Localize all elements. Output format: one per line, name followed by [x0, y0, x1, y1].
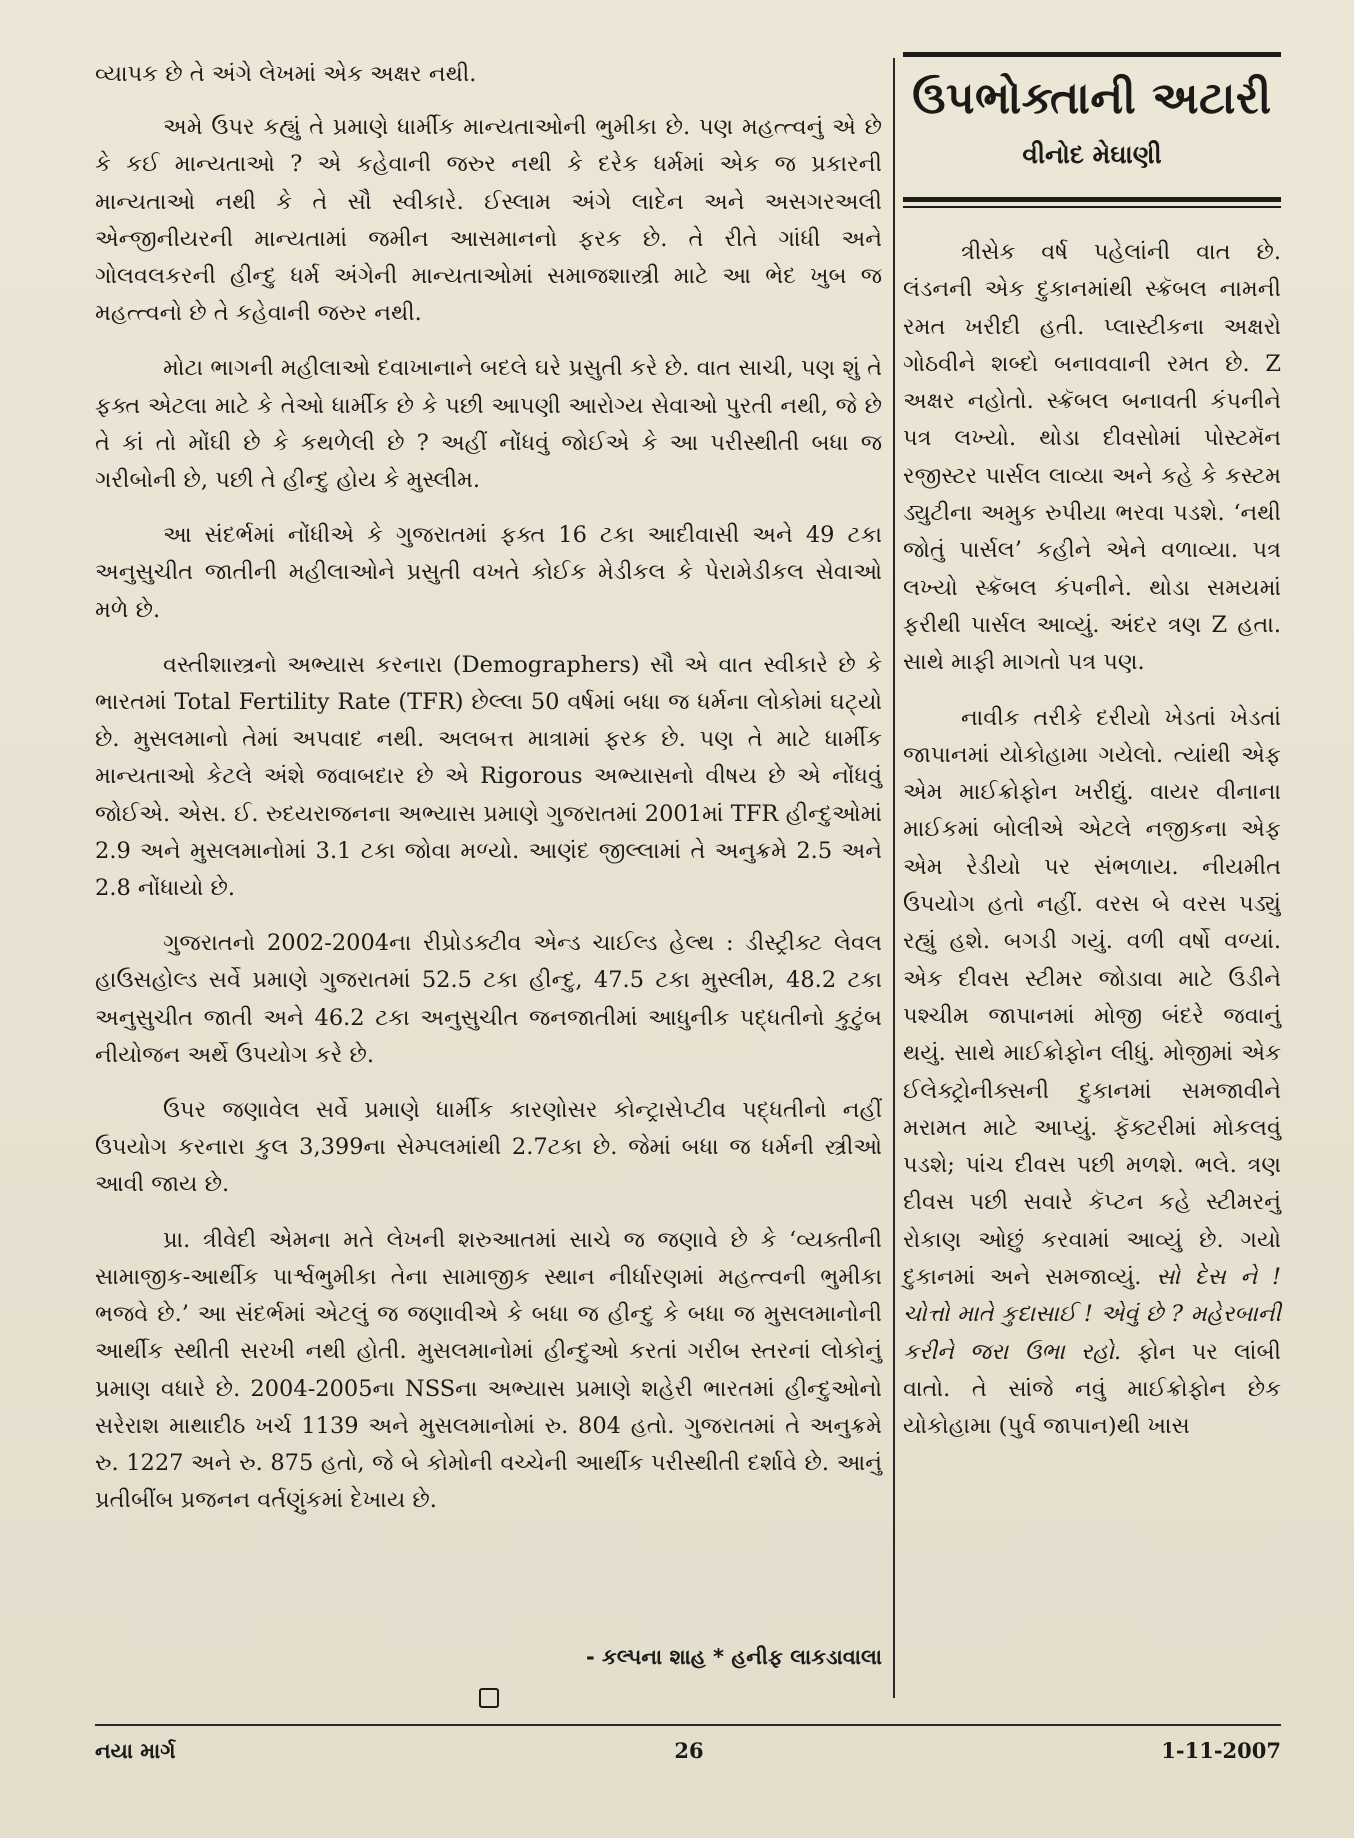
paragraph-text: ફોન પર લાંબી વાતો. તે સાંજે નવું માઈક્રોફોન છેક યોકોહામા (પુર્વ જાપાન)થી ખાસ	[903, 1338, 1281, 1440]
paragraph: વસ્તીશાસ્ત્રનો અભ્યાસ કરનારા (Demographers) સૌ એ વાત સ્વીકારે છે કે ભારતમાં Total Fertility Rate (TFR) છેલ્લા 50 વર્ષમાં બધા જ ધર્મના લોકોમાં ઘટ્યો છે. મુસલમાનો તેમાં અપવાદ નથી. અલબત્ત માત્રામાં ફરક છે. પણ તે માટે ધાર્મીક માન્યતાઓ કેટલે અંશે જવાબદાર છે એ Rigorous અભ્યાસનો વીષય છે એ નોંધવું જોઈએ. એસ. ઈ. રુદયરાજનના અભ્યાસ પ્રમાણે ગુજરાતમાં 2001માં TFR હીન્દુઓમાં 2.9 અને મુસલમાનોમાં 3.1 ટકા જોવા મળ્યો. આણંદ જીલ્લામાં તે અનુક્રમે 2.5 અને 2.8 નોંધાયો છે.	[95, 651, 882, 902]
end-of-article-icon	[479, 1688, 499, 1708]
column-title: ઉપભોક્તાની અટારી	[912, 73, 1272, 124]
title-bottom-rule	[903, 197, 1281, 202]
paragraph: અમે ઉપર કહ્યું તે પ્રમાણે ધાર્મીક માન્યતાઓની ભુમીકા છે. પણ મહત્ત્વનું એ છે કે કઈ માન્યતાઓ ? એ કહેવાની જરુર નથી કે દરેક ધર્મમાં એક જ પ્રકારની માન્યતાઓ નથી કે તે સૌ સ્વીકારે. ઈસ્લામ અંગે લાદેન અને અસગરઅલી એન્જીનીયરની માન્યતામાં જમીન આસમાનનો ફરક છે. તે રીતે ગાંધી અને ગોલવલકરની હીન્દુ ધર્મ અંગેની માન્યતાઓમાં સમાજશાસ્ત્રી માટે આ ભેદ ખુબ જ મહત્ત્વનો છે તે કહેવાની જરુર નથી.	[95, 114, 882, 327]
paragraph: ઉપર જણાવેલ સર્વે પ્રમાણે ધાર્મીક કારણોસર કોન્ટ્રાસેપ્ટીવ પદ્ધતીનો નહીં ઉપયોગ કરનારા કુલ 3,399ના સેમ્પલમાંથી 2.7ટકા છે. જેમાં બધા જ ધર્મની સ્ત્રીઓ આવી જાય છે.	[95, 1097, 882, 1198]
column-divider	[893, 58, 895, 1698]
issue-date: 1-11-2007	[1161, 1738, 1281, 1763]
paragraph: મોટા ભાગની મહીલાઓ દવાખાનાને બદલે ઘરે પ્રસુતી કરે છે. વાત સાચી, પણ શું તે ફક્ત એટલા માટે કે તેઓ ધાર્મીક છે કે પછી આપણી આરોગ્ય સેવાઓ પુરતી નથી, જે છે તે કાં તો મોંઘી છે કે કથળેલી છે ? અહીં નોંધવું જોઈએ કે આ પરીસ્થીતી બધા જ ગરીબોની છે, પછી તે હીન્દુ હોય કે મુસ્લીમ.	[95, 355, 882, 494]
paragraph-text: નાવીક તરીકે દરીયો ખેડતાં ખેડતાં જાપાનમાં યોકોહામા ગયેલો. ત્યાંથી એફ એમ માઈક્રોફોન ખરીદ્યું. વાયર વીનાના માઈકમાં બોલીએ એટલે નજીકના એફ એમ રેડીયો પર સંભળાય. નીયમીત ઉપયોગ હતો નહીં. વરસ બે વરસ પડ્યું રહ્યું હશે. બગડી ગયું. વળી વર્ષો વળ્યાં. એક દીવસ સ્ટીમર જોડાવા માટે ઉડીને પશ્ચીમ જાપાનમાં મોજી બંદરે જવાનું થયું. સાથે માઈક્રોફોન લીધું. મોજીમાં એક ઈલેક્ટ્રોનીક્સની દુકાનમાં સમજાવીને મરામત માટે આપ્યું. ફૅક્ટરીમાં મોકલવું પડશે; પાંચ દીવસ પછી મળશે. ભલે. ત્રણ દીવસ પછી સવારે કૅપ્ટન કહે સ્ટીમરનું રોકાણ ઓછું કરવામાં આવ્યું છે. ગયો દુકાનમાં અને સમજાવ્યું.	[903, 704, 1282, 1291]
title-bottom-thin-rule	[903, 206, 1281, 208]
paragraph: વ્યાપક છે તે અંગે લેખમાં એક અક્ષર નથી.	[95, 61, 477, 87]
article-signature: - કલ્પના શાહ * હનીફ લાકડાવાલા	[585, 1645, 882, 1669]
left-article-column	[95, 56, 882, 1686]
magazine-name: નયા માર્ગ	[95, 1738, 176, 1763]
paragraph: આ સંદર્ભમાં નોંધીએ કે ગુજરાતમાં ફક્ત 16 ટકા આદીવાસી અને 49 ટકા અનુસુચીત જાતીની મહીલાઓને પ્રસુતી વખતે કોઈક મેડીકલ કે પેરામેડીકલ સેવાઓ મળે છે.	[95, 522, 882, 623]
paragraph	[903, 700, 1281, 1446]
footer-rule	[95, 1724, 1281, 1726]
japanese-quote: સો દેસ ને ! ચોત્તો માતે કુદાસાઈ ! એવું છે ? મહેરબાની કરીને જરા ઉભા રહો.	[903, 1264, 1281, 1365]
title-top-rule	[903, 52, 1281, 57]
paragraph: ત્રીસેક વર્ષ પહેલાંની વાત છે. લંડનની એક દુકાનમાંથી સ્ક્રૅબલ નામની રમત ખરીદી હતી. પ્લાસ્ટીકના અક્ષરો ગોઠવીને શબ્દો બનાવવાની રમત છે. Z અક્ષર નહોતો. સ્ક્રૅબલ બનાવતી કંપનીને પત્ર લખ્યો. થોડા દીવસોમાં પોસ્ટમૅન રજીસ્ટર પાર્સલ લાવ્યા અને કહે કે કસ્ટમ ડ્યુટીના અમુક રુપીયા ભરવા પડશે. ‘નથી જોતું પાર્સલ’ કહીને એને વળાવ્યા. પત્ર લખ્યો સ્ક્રૅબલ કંપનીને. થોડા સમયમાં ફરીથી પાર્સલ આવ્યું. અંદર ત્રણ Z હતા. સાથે માફી માગતો પત્ર પણ.	[903, 239, 1281, 676]
column-author: વીનોદ મેઘાણી	[1022, 140, 1162, 169]
right-column	[903, 52, 1281, 1712]
right-column-body	[903, 234, 1281, 1446]
paragraph: ગુજરાતનો 2002-2004ના રીપ્રોડક્ટીવ એન્ડ ચાઈલ્ડ હેલ્થ : ડીસ્ટ્રીક્ટ લેવલ હાઉસહોલ્ડ સર્વે પ્રમાણે ગુજરાતમાં 52.5 ટકા હીન્દુ, 47.5 ટકા મુસ્લીમ, 48.2 ટકા અનુસુચીત જાતી અને 46.2 ટકા અનુસુચીત જનજાતીમાં આધુનીક પદ્ધતીનો કુટુંબ નીયોજન અર્થે ઉપયોગ કરે છે.	[95, 930, 882, 1068]
page-number: 26	[674, 1738, 704, 1763]
paragraph: પ્રા. ત્રીવેદી એમના મતે લેખની શરુઆતમાં સાચે જ જણાવે છે કે ‘વ્યક્તીની સામાજીક-આર્થીક પાર્શ્વભુમીકા તેના સામાજીક સ્થાન નીર્ધારણમાં મહત્ત્વની ભુમીકા ભજવે છે.’ આ સંદર્ભમાં એટલું જ જણાવીએ કે બધા જ હીન્દુ કે બધા જ મુસલમાનોની આર્થીક સ્થીતી સરખી નથી હોતી. મુસલમાનોમાં હીન્દુઓ કરતાં ગરીબ સ્તરનાં લોકોનું પ્રમાણ વધારે છે. 2004-2005ના NSSના અભ્યાસ પ્રમાણે શહેરી ભારતમાં હીન્દુઓનો સરેરાશ માથાદીઠ ખર્ચ 1139 અને મુસલમાનોમાં રુ. 804 હતો. ગુજરાતમાં તે અનુક્રમે રુ. 1227 અને રુ. 875 હતો, જે બે કોમોની વચ્ચેની આર્થીક પરીસ્થીતી દર્શાવે છે. આનું પ્રતીબીંબ પ્રજનન વર્તણુંકમાં દેખાય છે.	[95, 1226, 882, 1514]
